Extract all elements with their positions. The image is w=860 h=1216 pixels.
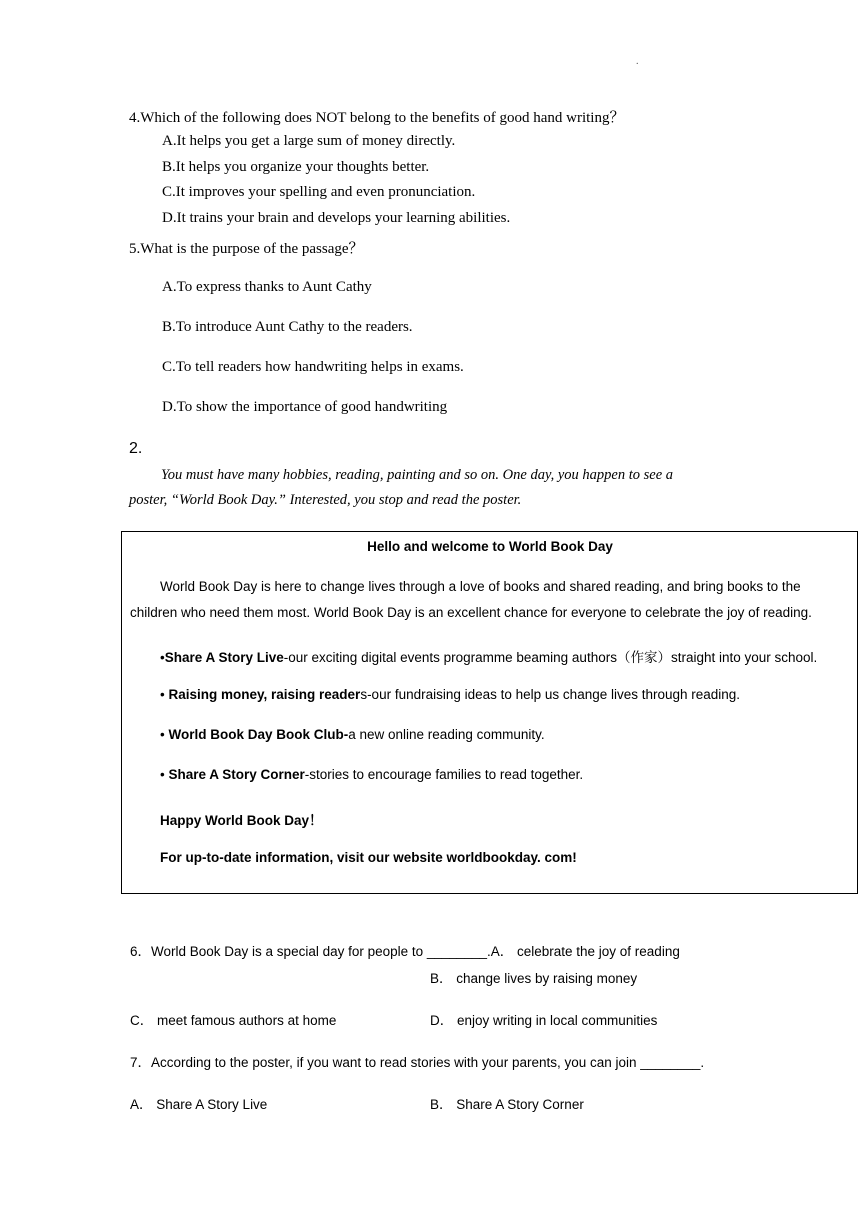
- q4-question: 4.Which of the following does NOT belong to the benefits of good hand writing？: [129, 110, 625, 126]
- q6-option-d: D． enjoy writing in local communities: [430, 1013, 658, 1028]
- bullet-text: -stories to encourage families to read together.: [304, 767, 584, 782]
- q6-option-b: B． change lives by raising money: [430, 971, 638, 986]
- bullet-title: World Book Day Book Club-: [168, 727, 349, 742]
- q5-option-b: B.To introduce Aunt Cathy to the readers.: [162, 319, 413, 335]
- bullet-marker: •: [160, 727, 169, 742]
- q6-option-c: C． meet famous authors at home: [130, 1013, 337, 1028]
- q5-option-c: C.To tell readers how handwriting helps in exams.: [162, 359, 464, 375]
- bullet-marker: •: [160, 650, 165, 665]
- q4-option-a: A.It helps you get a large sum of money directly.: [162, 133, 456, 149]
- poster-paragraph-line1: World Book Day is here to change lives through a love of books and shared reading, and bring books to the: [160, 579, 801, 594]
- q6-question: 6．World Book Day is a special day for people to ________.: [130, 944, 491, 959]
- q6-option-a: A． celebrate the joy of reading: [490, 944, 680, 959]
- q7-option-a: A． Share A Story Live: [130, 1097, 268, 1112]
- poster-bullet: [160, 727, 545, 742]
- bullet-marker: •: [160, 767, 169, 782]
- q4-option-b: B.It helps you organize your thoughts better.: [162, 159, 430, 175]
- bullet-text: s-our fundraising ideas to help us change lives through reading.: [360, 687, 741, 702]
- poster-bullet: [160, 767, 583, 782]
- bullet-title: Share A Story Corner: [168, 767, 305, 782]
- header-mark: .: [636, 56, 639, 67]
- section-intro-line1: You must have many hobbies, reading, painting and so on. One day, you happen to see a: [161, 467, 674, 483]
- bullet-text: -our exciting digital events programme beaming authors（作家）straight into your school.: [283, 650, 818, 665]
- q6-stem: [130, 940, 680, 960]
- bullet-title: Raising money, raising reader: [168, 687, 361, 702]
- poster-title: Hello and welcome to World Book Day: [367, 539, 613, 554]
- section-intro-line2: poster, “World Book Day.” Interested, you stop and read the poster.: [129, 492, 522, 508]
- q5-option-a: A.To express thanks to Aunt Cathy: [162, 279, 372, 295]
- section-number: 2.: [129, 440, 143, 457]
- poster-closing-greeting: Happy World Book Day！: [160, 813, 323, 828]
- q4-option-d: D.It trains your brain and develops your learning abilities.: [162, 210, 511, 226]
- q4-option-c: C.It improves your spelling and even pronunciation.: [162, 184, 476, 200]
- q7-question: 7．According to the poster, if you want to read stories with your parents, you can join ________.: [130, 1055, 705, 1070]
- poster-closing-website: For up-to-date information, visit our website worldbookday. com!: [160, 850, 577, 865]
- bullet-title: Share A Story Live: [164, 650, 284, 665]
- q5-option-d: D.To show the importance of good handwriting: [162, 399, 448, 415]
- poster-bullet: [160, 646, 817, 666]
- bullet-marker: •: [160, 687, 169, 702]
- q7-option-b: B． Share A Story Corner: [430, 1097, 584, 1112]
- poster-paragraph-line2: children who need them most. World Book Day is an excellent chance for everyone to celebrate the joy of reading.: [130, 605, 812, 620]
- q5-question: 5.What is the purpose of the passage？: [129, 241, 364, 257]
- bullet-text: a new online reading community.: [348, 727, 545, 742]
- poster-bullet: [160, 687, 740, 702]
